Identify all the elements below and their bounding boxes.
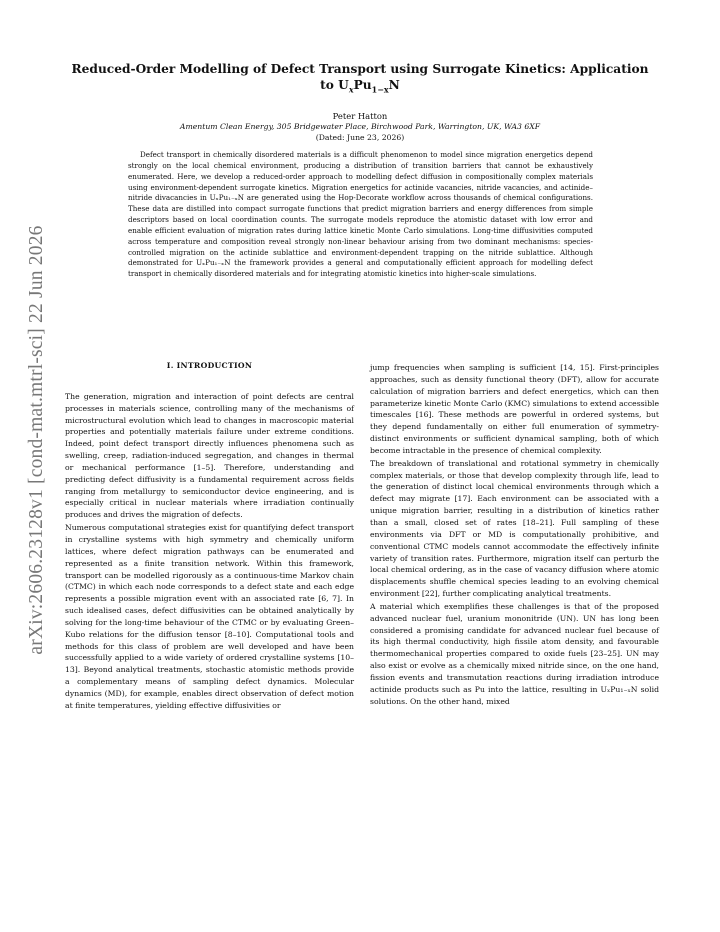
abstract: Defect transport in chemically disordered materials is a difficult phenomenon to model since migration energetics depend strongly on the local chemical environment, producing a distribution of transition barriers that cannot be exhaustively enumerated. Here, we develop a reduced-order approach to modelling defect diffusion in compositionally complex materials using environment-dependent surrogate kinetics. Migration energetics for actinide vacancies, nitride vacancies, and actinide–nitride divacancies in UₓPu₁₋ₓN are generated using the Hop-Decorate workflow across thousands of chemical configurations. These data are distilled into compact surrogate functions that predict migration barriers and energy differences from simple descriptors based on local coordination counts. The surrogate models reproduce the atomistic dataset with low error and enable efficient evaluation of migration rates during lattice kinetic Monte Carlo simulations. Long-time diffusivities computed across temperature and composition reveal strongly non-linear behaviour arising from two dominant mechanisms: species-controlled migration on the actinide sublattice and environment-dependent trapping on the nitride sublattice. Although demonstrated for UₓPu₁₋ₓN the framework provides a general and computationally efficient approach for modelling defect transport in chemically disordered materials and for integrating atomistic kinetics into higher-scale simulations. bbox=[128, 150, 593, 279]
paragraph: The generation, migration and interaction of point defects are central processes in materials science, controlling many of the mechanisms of microstructural evolution which lead to changes in macroscopic material properties and potentially materials failure under extreme conditions. Indeed, point defect transport directly influences phenomena such as swelling, creep, radiation-induced segregation, and changes in thermal or mechanical performance [1–5]. Therefore, understanding and predicting defect diffusivity is a fundamental requirement across fields ranging from metallurgy to semiconductor device engineering, and is especially critical in nuclear materials where irradiation continually produces and drives the migration of defects. bbox=[65, 391, 354, 520]
arxiv-id-text: arXiv:2606.23128v1 [cond-mat.mtrl-sci] 22 Jun 2026 bbox=[26, 225, 47, 655]
date-line: (Dated: June 23, 2026) bbox=[315, 133, 405, 142]
title-line-1: Reduced-Order Modelling of Defect Transport using Surrogate Kinetics: Application bbox=[71, 62, 649, 76]
author-name: Peter Hatton bbox=[332, 111, 388, 121]
section-heading: I. INTRODUCTION bbox=[166, 361, 253, 370]
paragraph: jump frequencies when sampling is sufficient [14, 15]. First-principles approaches, such as density functional theory (DFT), allow for accurate calculation of migration barriers and defect energetics, which can then parameterize kinetic Monte Carlo (KMC) simulations to extend accessible timescales [16]. These methods are powerful in ordered systems, but they depend fundamentally on either full enumeration of symmetry-distinct environments or sufficient dynamical sampling, both of which become intractable in the presence of chemical complexity. bbox=[370, 363, 659, 455]
paper-title bbox=[60, 61, 660, 97]
arxiv-identifier bbox=[22, 210, 52, 670]
paragraph: The breakdown of translational and rotational symmetry in chemically complex materials, or those that develop complexity through life, lead to the generation of distinct local chemical environments through which a defect may migrate [17]. Each environment can be associated with a unique migration barrier, resulting in a distribution of kinetics rather than a small, closed set of rates [18–21]. Full sampling of these environments via DFT or MD is computationally prohibitive, and conventional CTMC models cannot accommodate the effectively infinite variety of transition rates. Furthermore, migration itself can perturb the local chemical ordering, as in the case of vacancy diffusion where atomic displacements shuffle chemical species leading to an evolving chemical environment [22], further complicating analytical treatments. bbox=[370, 458, 659, 599]
title-line-2: to $U_xPu_{1-x}N$ bbox=[320, 78, 400, 95]
right-column bbox=[370, 362, 659, 708]
author-affiliation: Amentum Clean Energy, 305 Bridgewater Place, Birchwood Park, Warrington, UK, WA3 6XF bbox=[179, 122, 541, 131]
paragraph: A material which exemplifies these challenges is that of the proposed advanced nuclear fuel, uranium mononitride (UN). UN has long been considered a promising candidate for advanced nuclear fuel because of its high thermal conductivity, high fissile atom density, and favourable thermomechanical properties compared to oxide fuels [23–25]. UN may also exist or evolve as a chemically mixed nitride since, on the one hand, fission events and transmutation reactions during irradiation introduce actinide products such as Pu into the lattice, resulting in UₓPu₁₋ₓN solid solutions. On the other hand, mixed bbox=[370, 601, 659, 706]
paragraph: Numerous computational strategies exist for quantifying defect transport in crystalline systems with high symmetry and chemically uniform lattices, where defect migration pathways can be enumerated and represented as a finite transition network. Within this framework, transport can be modelled rigorously as a continuous-time Markov chain (CTMC) in which each node corresponds to a defect state and each edge represents a possible migration event with an associated rate [6, 7]. In such idealised cases, defect diffusivities can be obtained analytically by solving for the long-time behaviour of the CTMC or by evaluating Green–Kubo relations for the diffusion tensor [8–10]. Computational tools and methods for this class of problem are well developed and have been successfully applied to a wide variety of ordered crystalline systems [10–13]. Beyond analytical treatments, stochastic atomistic methods provide a complementary means of sampling defect dynamics. Molecular dynamics (MD), for example, enables direct observation of defect motion at finite temperatures, yielding effective diffusivities or bbox=[65, 523, 354, 710]
left-column bbox=[65, 360, 354, 713]
